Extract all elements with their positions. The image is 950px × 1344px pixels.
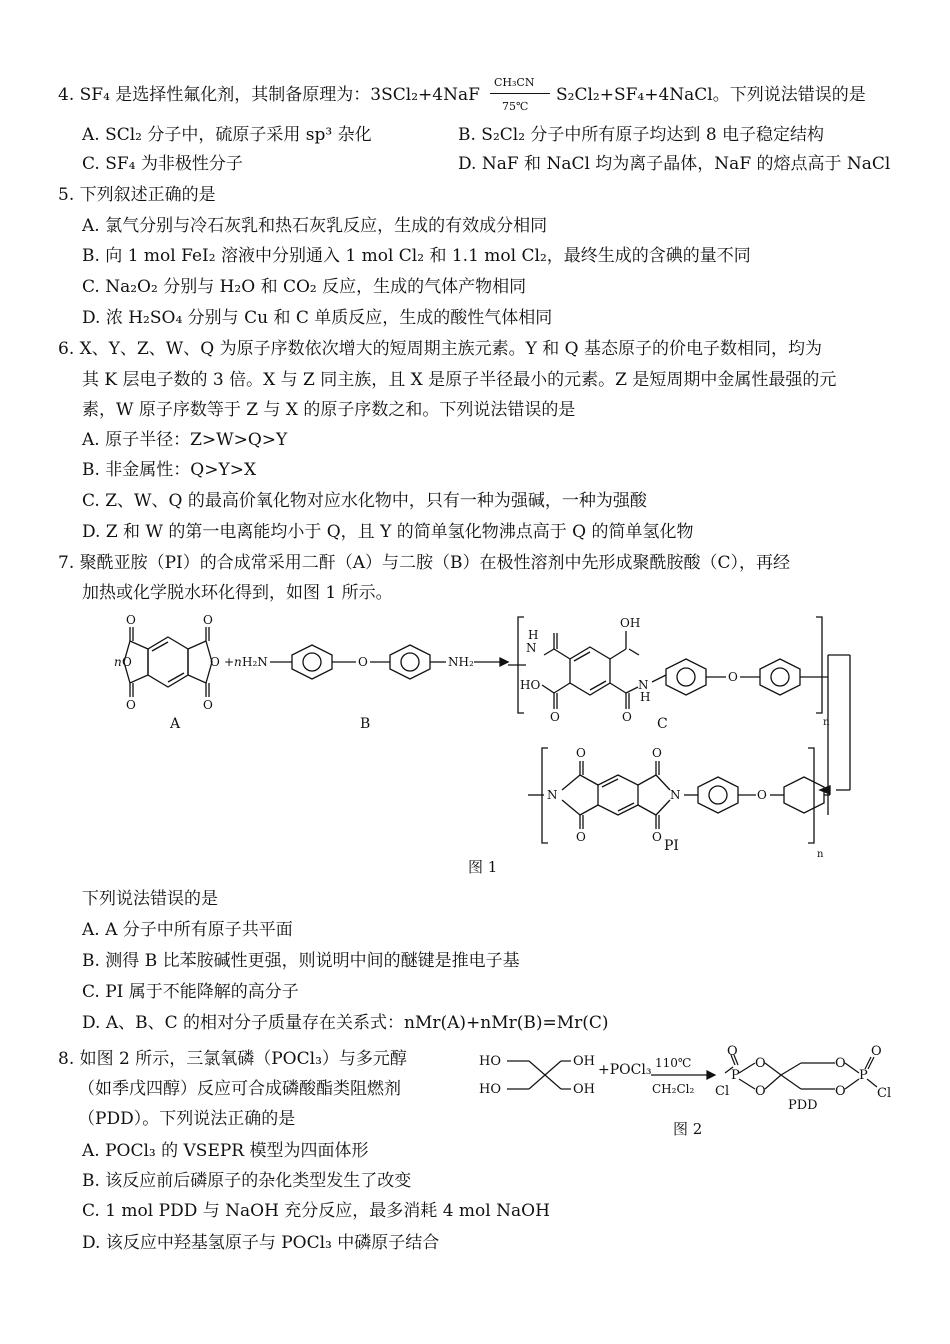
figure-1-label-pi: PI xyxy=(664,838,679,854)
q7-option-b: B. 测得 B 比苯胺碱性更强，则说明中间的醚键是推电子基 xyxy=(82,951,520,971)
svg-text:n: n xyxy=(114,655,122,669)
svg-text:OH: OH xyxy=(573,1082,595,1097)
figure-2-condition-bottom: CH₂Cl₂ xyxy=(652,1082,695,1096)
svg-text:O: O xyxy=(835,1084,846,1099)
figure-2-label-pdd: PDD xyxy=(788,1098,818,1113)
svg-text:N: N xyxy=(670,788,681,802)
figure-1-reaction-scheme xyxy=(100,605,880,865)
svg-text:O: O xyxy=(835,1056,846,1071)
q4-condition-top: CH₃CN xyxy=(494,76,535,89)
svg-text:n: n xyxy=(823,717,830,728)
svg-text:OH: OH xyxy=(620,616,641,630)
svg-text:O: O xyxy=(210,655,220,669)
q6-stem-line3: 素，W 原子序数等于 Z 与 X 的原子序数之和。下列说法错误的是 xyxy=(82,400,576,420)
svg-text:O: O xyxy=(622,710,632,724)
svg-text:O: O xyxy=(576,746,586,760)
q4-stem-b: S₂Cl₂+SF₄+4NaCl。下列说法错误的是 xyxy=(556,85,866,105)
q7-option-c: C. PI 属于不能降解的高分子 xyxy=(82,982,299,1002)
figure-1-label-b: B xyxy=(360,716,371,732)
q4-option-c: C. SF₄ 为非极性分子 xyxy=(82,154,243,174)
q5-stem: 5. 下列叙述正确的是 xyxy=(58,185,216,205)
q8-option-d: D. 该反应中羟基氢原子与 POCl₃ 中磷原子结合 xyxy=(82,1233,440,1253)
svg-text:O: O xyxy=(727,1045,738,1059)
svg-text:O: O xyxy=(755,1084,766,1099)
svg-text:H₂N: H₂N xyxy=(242,655,268,669)
svg-text:O: O xyxy=(203,613,213,627)
svg-text:O: O xyxy=(550,710,560,724)
svg-text:O: O xyxy=(122,655,132,669)
q6-option-a: A. 原子半径：Z>W>Q>Y xyxy=(82,430,288,450)
q4-number: 4. xyxy=(58,85,75,105)
svg-text:O: O xyxy=(652,746,662,760)
svg-text:P: P xyxy=(859,1068,868,1083)
q6-option-d: D. Z 和 W 的第一电离能均小于 Q，且 Y 的简单氢化物沸点高于 Q 的简单氢化物 xyxy=(82,522,694,542)
figure-2-caption: 图 2 xyxy=(673,1120,703,1138)
svg-text:N: N xyxy=(547,788,558,802)
svg-text:O: O xyxy=(755,1056,766,1071)
svg-text:HO: HO xyxy=(520,678,541,692)
q5-option-c: C. Na₂O₂ 分别与 H₂O 和 CO₂ 反应，生成的气体产物相同 xyxy=(82,277,527,297)
pentaerythritol-structure xyxy=(507,1061,571,1089)
q8-stem-line1: 8. 如图 2 所示，三氯氧磷（POCl₃）与多元醇 xyxy=(58,1049,407,1069)
q4-option-b: B. S₂Cl₂ 分子中所有原子均达到 8 电子稳定结构 xyxy=(458,125,825,145)
svg-text:O: O xyxy=(203,698,213,712)
q4-reaction-arrow xyxy=(490,93,550,94)
svg-text:H: H xyxy=(640,690,651,704)
svg-text:N: N xyxy=(638,678,649,692)
svg-text:HO: HO xyxy=(479,1082,501,1097)
figure-1-label-c: C xyxy=(657,716,668,732)
q7-option-d: D. A、B、C 的相对分子质量存在关系式：nMr(A)+nMr(B)=Mr(C) xyxy=(82,1013,609,1033)
figure-1-label-a: A xyxy=(170,716,181,732)
svg-text:O: O xyxy=(757,788,767,802)
q8-option-b: B. 该反应前后磷原子的杂化类型发生了改变 xyxy=(82,1171,412,1191)
svg-text:Cl: Cl xyxy=(715,1084,730,1099)
svg-text:O: O xyxy=(358,655,368,669)
q6-stem-line1: 6. X、Y、Z、W、Q 为原子序数依次增大的短周期主族元素。Y 和 Q 基态原子的价电子数相同，均为 xyxy=(58,339,822,359)
svg-text:H: H xyxy=(528,628,539,642)
q7-stem-line1: 7. 聚酰亚胺（PI）的合成常采用二酐（A）与二胺（B）在极性溶剂中先形成聚酰胺酸（C），再经 xyxy=(58,553,791,573)
q7-option-a: A. A 分子中所有原子共平面 xyxy=(82,920,293,940)
svg-text:P: P xyxy=(731,1068,740,1083)
q5-option-b: B. 向 1 mol FeI₂ 溶液中分别通入 1 mol Cl₂ 和 1.1 mol Cl₂，最终生成的含碘的量不同 xyxy=(82,246,751,266)
svg-text:O: O xyxy=(871,1045,882,1059)
svg-text:Cl: Cl xyxy=(877,1086,892,1101)
q6-option-b: B. 非金属性：Q>Y>X xyxy=(82,460,257,480)
q5-option-a: A. 氯气分别与冷石灰乳和热石灰乳反应，生成的有效成分相同 xyxy=(82,216,548,236)
q8-stem-line3: （PDD）。下列说法正确的是 xyxy=(78,1109,296,1129)
figure-1-caption: 图 1 xyxy=(468,858,498,876)
q6-option-c: C. Z、W、Q 的最高价氧化物对应水化物中，只有一种为强碱，一种为强酸 xyxy=(82,491,647,511)
q5-option-d: D. 浓 H₂SO₄ 分别与 Cu 和 C 单质反应，生成的酸性气体相同 xyxy=(82,308,553,328)
svg-text:O: O xyxy=(126,613,136,627)
q8-option-c: C. 1 mol PDD 与 NaOH 充分反应，最多消耗 4 mol NaOH xyxy=(82,1201,550,1221)
svg-text:n: n xyxy=(817,849,824,860)
q7-stem-line2: 加热或化学脱水环化得到，如图 1 所示。 xyxy=(82,583,393,603)
q6-stem-line2: 其 K 层电子数的 3 倍。X 与 Z 同主族，且 X 是原子半径最小的元素。Z 是短周期中金属性最强的元 xyxy=(82,370,837,390)
svg-text:n: n xyxy=(234,655,242,669)
svg-text:OH: OH xyxy=(573,1054,595,1069)
q8-option-a: A. POCl₃ 的 VSEPR 模型为四面体形 xyxy=(82,1141,369,1161)
svg-text:O: O xyxy=(728,670,738,684)
q4-option-a: A. SCl₂ 分子中，硫原子采用 sp³ 杂化 xyxy=(82,125,372,145)
svg-text:+: + xyxy=(224,655,235,669)
svg-text:O: O xyxy=(576,830,586,844)
svg-text:O: O xyxy=(652,830,662,844)
svg-text:O: O xyxy=(126,698,136,712)
q4-stem-a: SF₄ 是选择性氟化剂，其制备原理为：3SCl₂+4NaF xyxy=(79,85,480,105)
q8-stem-line2: （如季戊四醇）反应可合成磷酸酯类阻燃剂 xyxy=(78,1079,401,1099)
svg-text:HO: HO xyxy=(479,1054,501,1069)
figure-2-condition-top: 110℃ xyxy=(655,1056,692,1070)
figure-2-reagent: +POCl₃ xyxy=(598,1062,652,1078)
molecule-a-structure xyxy=(124,627,212,697)
q7-prompt: 下列说法错误的是 xyxy=(82,889,218,909)
q4-option-d: D. NaF 和 NaCl 均为离子晶体，NaF 的熔点高于 NaCl xyxy=(458,154,891,174)
q4-condition-bottom: 75℃ xyxy=(502,100,529,113)
svg-text:NH₂: NH₂ xyxy=(448,655,474,669)
q4-stem xyxy=(58,84,480,106)
pdd-structure xyxy=(725,1055,877,1089)
svg-text:N: N xyxy=(526,641,537,655)
